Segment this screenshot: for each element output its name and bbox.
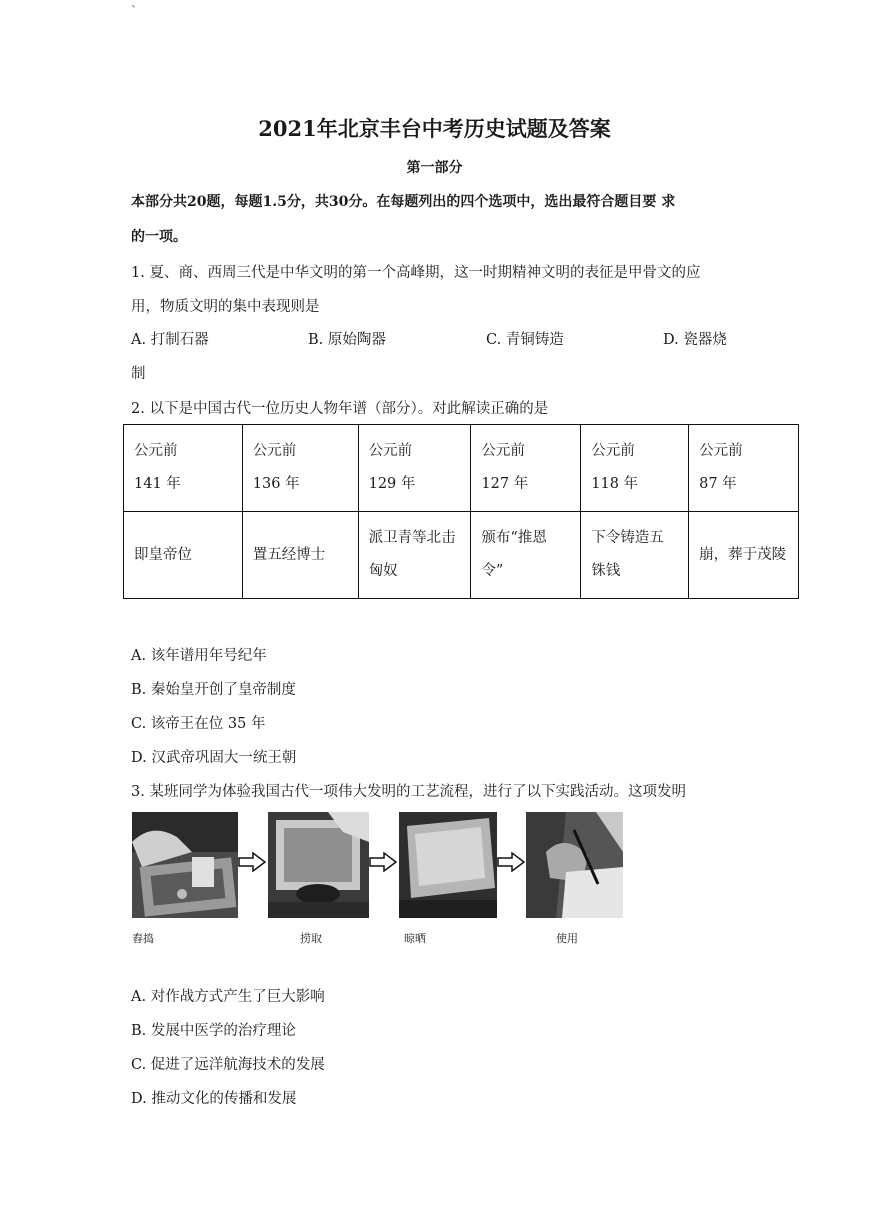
q3-option-a[interactable]: A. 对作战方式产生了巨大影响: [131, 989, 325, 1005]
table-cell-year: 公元前 141 年: [124, 425, 243, 512]
caption-drying: 晾晒: [404, 932, 426, 945]
q1-option-a[interactable]: A. 打制石器: [131, 332, 209, 348]
table-cell-event: 置五经博士: [242, 512, 358, 599]
arrow-right-icon: [369, 852, 397, 872]
q2-option-d[interactable]: D. 汉武帝巩固大一统王朝: [131, 750, 297, 766]
table-cell-year: 公元前 127 年: [471, 425, 581, 512]
q1-option-b[interactable]: B. 原始陶器: [308, 332, 386, 348]
q2-stem: 2. 以下是中国古代一位历史人物年谱（部分）。对此解读正确的是: [131, 401, 549, 417]
scooping-photo: [268, 812, 369, 918]
section-heading: 第一部分: [406, 160, 463, 176]
writing-photo: [526, 812, 623, 918]
drying-photo: [399, 812, 497, 918]
caption-scooping: 捞取: [300, 932, 322, 945]
table-cell-event: 即皇帝位: [124, 512, 243, 599]
arrow-right-icon: [497, 852, 525, 872]
q1-stem-line-1: 1. 夏、商、西周三代是中华文明的第一个高峰期，这一时期精神文明的表征是甲骨文的应: [131, 265, 701, 281]
table-cell-year: 公元前 118 年: [581, 425, 689, 512]
q1-stem-line-2: 用，物质文明的集中表现则是: [131, 299, 320, 315]
q3-stem: 3. 某班同学为体验我国古代一项伟大发明的工艺流程，进行了以下实践活动。这项发明: [131, 784, 686, 800]
pounding-photo: [132, 812, 238, 918]
header-mark: `: [131, 4, 137, 18]
table-cell-event: 下令铸造五 铢钱: [581, 512, 689, 599]
table-cell-event: 派卫青等北击 匈奴: [358, 512, 471, 599]
q2-option-a[interactable]: A. 该年谱用年号纪年: [131, 648, 267, 664]
q3-option-c[interactable]: C. 促进了远洋航海技术的发展: [131, 1057, 325, 1073]
q1-option-d[interactable]: D. 瓷器烧: [663, 332, 727, 348]
process-photo-strip: [130, 808, 625, 950]
q2-option-c[interactable]: C. 该帝王在位 35 年: [131, 716, 266, 732]
instructions-line-2: 的一项。: [131, 229, 187, 245]
q3-option-b[interactable]: B. 发展中医学的治疗理论: [131, 1023, 296, 1039]
arrow-right-icon: [238, 852, 266, 872]
table-cell-event: 崩，葬于茂陵: [689, 512, 799, 599]
q1-option-c[interactable]: C. 青铜铸造: [486, 332, 564, 348]
q1-options: [0, 328, 869, 352]
table-row-events: [124, 512, 799, 599]
table-cell-year: 公元前 136 年: [242, 425, 358, 512]
caption-using: 使用: [556, 932, 578, 945]
table-cell-year: 公元前 129 年: [358, 425, 471, 512]
q2-option-b[interactable]: B. 秦始皇开创了皇帝制度: [131, 682, 296, 698]
instructions-line-1: 本部分共20题，每题1.5分，共30分。在每题列出的四个选项中，选出最符合题目要 求: [131, 194, 676, 210]
caption-pounding: 舂捣: [132, 932, 154, 945]
table-row-years: [124, 425, 799, 512]
q3-option-d[interactable]: D. 推动文化的传播和发展: [131, 1091, 297, 1107]
page-title: 2021年北京丰台中考历史试题及答案: [258, 116, 611, 141]
chronology-table: [123, 424, 799, 599]
q1-option-d-wrap: 制: [131, 366, 146, 382]
table-cell-year: 公元前 87 年: [689, 425, 799, 512]
table-cell-event: 颁布“推恩 令”: [471, 512, 581, 599]
